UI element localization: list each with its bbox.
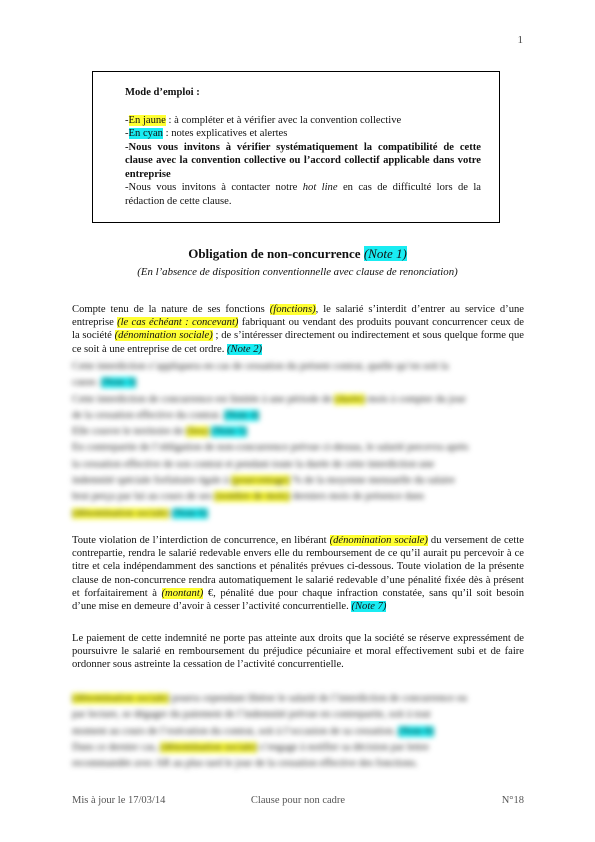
blur-text: pourra cependant libérer le salarié de l’interdiction de concurrence ou — [169, 693, 468, 704]
blur-text: s’engage à notifier sa décision par lettre — [257, 741, 429, 753]
p1-text-4: ; de s’intéresser directement ou indirectement et sous quelque forme que ce soit à une entreprise de cet ordre. — [72, 330, 524, 355]
blur-line — [72, 393, 524, 407]
field-concevant: (le cas échéant : concevant) — [117, 317, 239, 329]
blur-field: (dénomination sociale) — [72, 693, 170, 704]
blur-text: Elle couvre le territoire de — [72, 426, 186, 438]
blur-text: indemnité spéciale forfaitaire égale à — [72, 475, 232, 487]
blur-text: brut perçu par lui au cours de ses — [72, 491, 215, 503]
blur-note: (Note 6) — [172, 507, 208, 519]
blur-field: (pourcentage) — [231, 475, 290, 487]
field-denomination-2: (dénomination sociale) — [329, 535, 428, 546]
field-fonctions: (fonctions) — [269, 304, 316, 315]
cyan-label: En cyan — [128, 128, 163, 139]
blurred-section-top — [72, 360, 524, 523]
blur-text: de la cessation effective du contrat. — [72, 409, 224, 421]
hotline-post: en cas de difficulté lors de la rédaction de cette clause. — [125, 182, 482, 207]
instruction-hotline — [125, 181, 481, 208]
blur-line — [72, 425, 524, 439]
hotline-label: hot line — [302, 182, 338, 193]
blur-note: (Note 3) — [100, 377, 137, 389]
cyan-text: : notes explicatives et alertes — [162, 128, 288, 139]
p1-text-3: fabriquant ou vendant des produits pouvant concurrencer ceux de la société — [72, 317, 524, 342]
field-montant: (montant) — [161, 587, 204, 599]
page-number: 1 — [517, 34, 523, 46]
instruction-yellow: -En jaune : à compléter et à vérifier avec la convention collective — [125, 114, 402, 126]
blur-text: cause. — [72, 377, 101, 389]
paragraph-violation — [72, 534, 524, 613]
blur-text: Cette interdiction de concurrence est limitée à une période de — [72, 393, 335, 405]
instructions-box — [92, 71, 500, 223]
blur-line: la cessation effective de son contrat et pendant toute la durée de cette interdiction une — [72, 458, 435, 470]
blur-text: Dans ce dernier cas, — [72, 741, 160, 753]
footer-clause-type: Clause pour non cadre — [250, 795, 346, 806]
document-title — [0, 246, 595, 262]
blur-note: (Note 5) — [211, 426, 248, 438]
p1-text-2: , le salarié s’interdit d’entrer au service d’une entreprise — [72, 304, 524, 329]
blur-text: % de la moyenne mensuelle du salaire — [289, 475, 455, 487]
blur-line — [72, 376, 524, 390]
blur-line: par lecture, se dégager du paiement de l’indemnité prévue en contrepartie, soit à tout — [72, 709, 431, 721]
instruction-compatibility: -Nous vous invitons à vérifier systématiquement la compatibilité de cette clause avec la convention collective ou l’accord collectif applicable dans votre entreprise — [125, 141, 481, 180]
yellow-text: : à compléter et à vérifier avec la convention collective — [165, 114, 402, 126]
p2-text-2: du versement de cette contrepartie, rendra le salarié redevable envers elle du remboursement de ce qu’il aurait pu percevoir à ce titre et cela indépendamment des sanctions et pénalités prévues ci-dessous. Toute violation de la présente clause de non-concurrence rendra automatiquement le salarié redevable d’une pénalité fixée dès à présent et forfaitairement à — [72, 535, 524, 599]
blur-text: moment au cours de l’exécution du contrat, soit à l’occasion de sa cessation. — [72, 725, 399, 737]
note-7: (Note 7) — [351, 601, 387, 613]
document-title-text: Obligation de non-concurrence — [188, 246, 361, 261]
hotline-pre: -Nous vous invitons à contacter notre — [125, 182, 303, 193]
footer-document-number: N°18 — [501, 795, 524, 806]
p2-text-1: Toute violation de l’interdiction de concurrence, en libérant — [72, 535, 330, 546]
note-2: (Note 2) — [227, 343, 263, 355]
paragraph-payment: Le paiement de cette indemnité ne porte pas atteinte aux droits que la société se réserve expressément de poursuivre le salarié en remboursement du préjudice pécuniaire et moral effectivement subi et de faire ordonner sous astreinte la cessation de l’activité concurrentielle. — [72, 633, 524, 671]
footer-update-date: Mis à jour le 17/03/14 — [72, 795, 166, 806]
blur-field: (lieu) — [185, 426, 209, 438]
yellow-label: En jaune — [128, 114, 166, 126]
field-denomination: (dénomination sociale) — [114, 330, 213, 342]
blur-field: (nombre de mois) — [214, 491, 290, 503]
blur-line — [72, 692, 524, 706]
blur-line — [72, 507, 524, 521]
blur-text: mois à compter du jour — [364, 393, 466, 405]
blur-line: Cette interdiction s’appliquera en cas de cessation du présent contrat, quelle qu’en soit la — [72, 361, 449, 372]
blur-field: (durée) — [334, 393, 365, 405]
note-1: (Note 1) — [363, 246, 407, 261]
blur-line: recommandée avec AR au plus tard le jour de la cessation effective des fonctions. — [72, 758, 418, 770]
blur-note: (Note 8) — [398, 725, 434, 737]
blurred-section-bottom — [72, 692, 524, 773]
document-subtitle: (En l’absence de disposition conventionnelle avec clause de renonciation) — [137, 266, 458, 278]
blur-line — [72, 409, 524, 423]
p2-text-3: €, pénalité due pour chaque infraction constatée, sans qu’il soit besoin d’une mise en demeure d’avoir à cesser l’activité concurrentielle. — [72, 587, 524, 613]
blur-line — [72, 490, 524, 504]
paragraph-scope — [72, 303, 524, 356]
p1-text-1: Compte tenu de la nature de ses fonctions — [72, 304, 270, 315]
blur-field: (dénomination sociale) — [72, 507, 170, 519]
blur-line: En contrepartie de l’obligation de non-concurrence prévue ci-dessus, le salarié percevra après — [72, 442, 469, 454]
blur-field: (dénomination sociale) — [159, 741, 258, 753]
blur-text: derniers mois de présence dans — [289, 491, 425, 503]
instruction-cyan: -En cyan : notes explicatives et alertes — [125, 128, 288, 139]
blur-note: (Note 4) — [223, 409, 260, 421]
instructions-title: Mode d’emploi : — [125, 87, 200, 98]
blur-line — [72, 474, 524, 488]
blur-line — [72, 725, 524, 739]
blur-line — [72, 741, 524, 755]
